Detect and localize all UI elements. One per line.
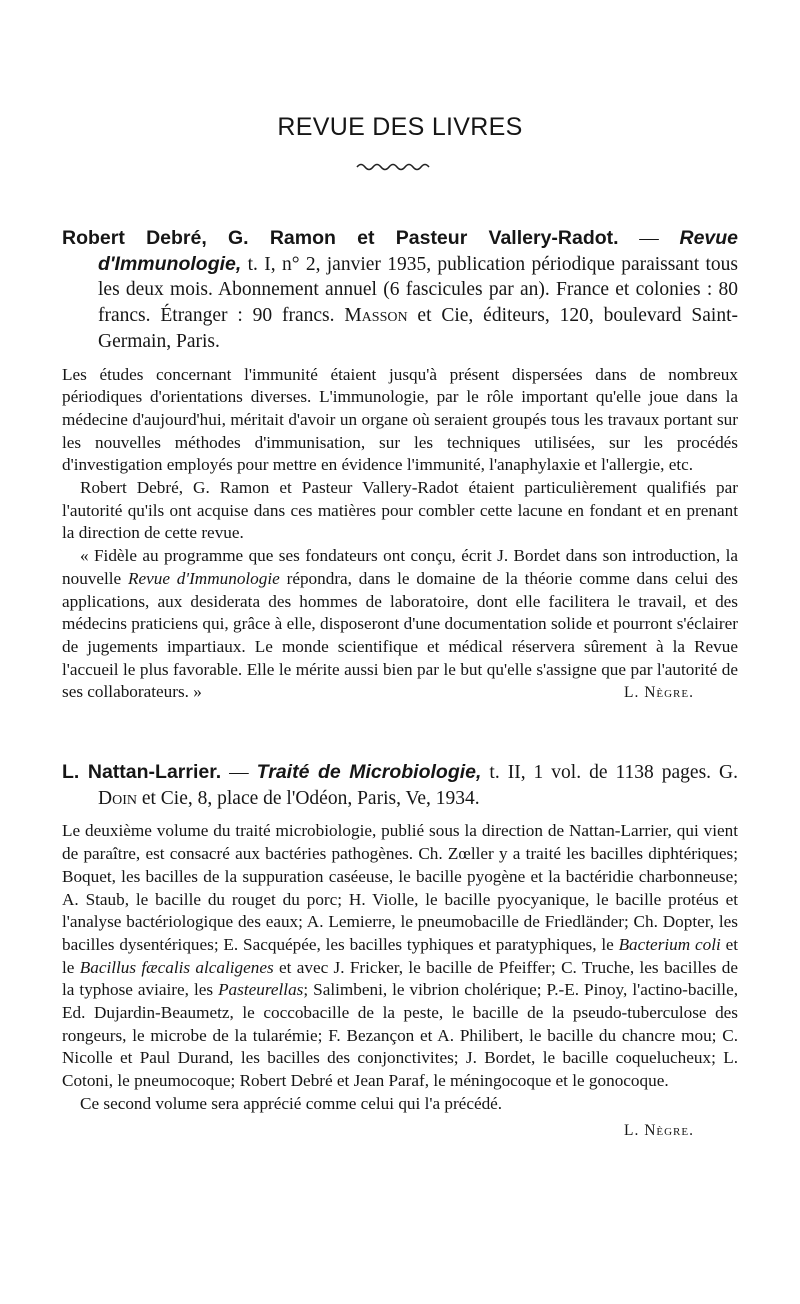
review-quote-paragraph: [62, 545, 738, 704]
publisher-details: et Cie, 8, place de l'Odéon, Paris, Ve, 1934.: [136, 787, 480, 809]
quote-text: « Fidèle au programme que ses fondateurs ont conçu, écrit J. Bordet dans son introduction, la nouvelle: [62, 546, 738, 588]
publisher-details: et Cie, éditeurs, 120, boulevard Saint-Germain, Paris.: [98, 305, 738, 352]
review-authors: Robert Debré, G. Ramon et Pasteur Vallery-Radot.: [62, 227, 619, 249]
organism-name: Pasteurellas: [218, 980, 304, 1000]
review-work-title: Revue d'Immunologie,: [98, 227, 739, 275]
review-immunologie: [62, 226, 738, 705]
review-signature: L. Nègre.: [623, 684, 694, 702]
quote-journal-title: Revue d'Immunologie: [128, 568, 280, 588]
review-body: [62, 820, 738, 1142]
review-details: t. II, 1 vol. de 1138 pages. G.: [481, 762, 738, 783]
publisher-name: Masson: [344, 305, 408, 327]
review-work-title: Traité de Microbiologie,: [256, 761, 482, 783]
tilde-ornament: [355, 160, 435, 172]
review-paragraph: Ce second volume sera apprécié comme celui qui l'a précédé.: [80, 1093, 503, 1113]
organism-name: Bacterium coli: [618, 934, 721, 954]
review-heading: [62, 760, 738, 811]
paragraph-text: et le: [62, 934, 738, 977]
paragraph-text: et avec J. Fricker, le bacille de Pfeiffer; C. Truche, les bacilles de la typhose aviaire, les: [62, 957, 738, 1000]
paragraph-text: ; Salimbeni, le vibrion cholérique; P.-E. Pinoy, l'actino-bacille, Ed. Dujardin-Beaumetz, le coccobacille de la peste, le bacille de la pseudo-tuberculose des rongeurs, le microbe de la tularémie; F. Bezançon et A. Philibert, le bacille du chancre mou; C. Nicolle et Paul Durand, les bacilles des conjonctivites; J. Bordet, le bacille coquelucheux; L. Cotoni, le pneumocoque; Robert Debré et Jean Paraf, le méningocoque et le gonocoque.: [62, 980, 739, 1091]
review-heading: [62, 226, 738, 355]
page-title: REVUE DES LIVRES: [277, 113, 523, 141]
heading-dash: —: [618, 228, 680, 249]
review-body: [62, 364, 738, 705]
paragraph-text: Le deuxième volume du traité microbiologie, publié sous la direction de Nattan-Larrier, qui vient de paraître, est consacré aux bactéries pathogènes. Ch. Zœller y a traité les bacilles diphtériques; Boquet, les bacilles de la suppuration caséeuse, le bacille pyogène et la bactéridie charbonneuse; A. Staub, le bacille du rouget du porc; H. Violle, le bacille pyocyanique, le bacille protéus et l'analyse bactériologique des eaux; A. Lemierre, le pneumobacille de Friedländer; Ch. Dopter, les bacilles dysentériques; E. Sacquépée, les bacilles typhiques et paratyphiques, le: [62, 821, 738, 954]
quote-text: répondra, dans le domaine de la théorie comme dans celui des applications, aux desiderata des hommes de laboratoire, dont elle facilitera le travail, et des médecins praticiens qui, grâce à elle, disposeront d'une documentation solide et pourront s'éclairer de jugements impartiaux. Le monde scientifique et médical réservera sûrement à la Revue l'accueil le plus favorable. Elle le mérite aussi bien par le but qu'elle s'assigne que par l'autorité de ses collaborateurs. »: [62, 568, 738, 702]
publisher-name: Doin: [98, 787, 137, 809]
review-paragraph: [62, 820, 738, 1092]
review-signature: L. Nègre.: [623, 1121, 694, 1139]
review-paragraph: Robert Debré, G. Ramon et Pasteur Vallery-Radot étaient particulièrement qualifiés par l'autorité qu'ils ont acquise dans ces matières pour combler cette lacune en fondant et en prenant la direction de cette revue.: [62, 478, 738, 543]
review-microbiologie: [62, 760, 738, 1142]
review-authors: L. Nattan-Larrier.: [62, 761, 222, 783]
organism-name: Bacillus fæcalis alcaligenes: [79, 957, 274, 977]
review-paragraph: Les études concernant l'immunité étaient jusqu'à présent dispersées dans de nombreux périodiques d'orientations diverses. L'immunologie, par le rôle important qu'elle joue dans la médecine d'aujourd'hui, méritait d'avoir un organe où seraient groupés tous les travaux portant sur les nouvelles méthodes d'immunisation, sur les techniques utilisées, sur les procédés d'investigation employés pour mettre en évidence l'immunité, l'anaphylaxie et l'allergie, etc.: [62, 364, 738, 475]
review-details: t. I, n° 2, janvier 1935, publication périodique paraissant tous les deux mois. Abonnement annuel (6 fascicules par an). France et colonies : 80 francs. Étranger : 90 francs.: [98, 253, 738, 327]
heading-dash: —: [221, 762, 257, 783]
